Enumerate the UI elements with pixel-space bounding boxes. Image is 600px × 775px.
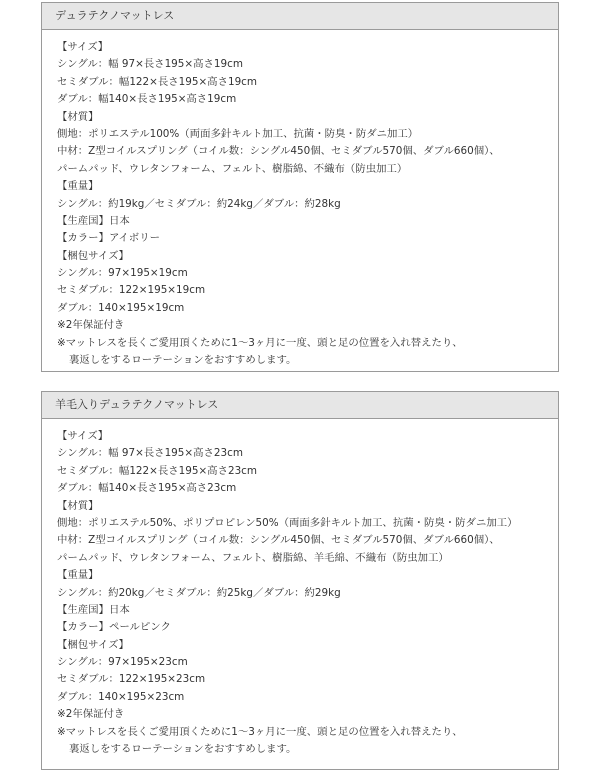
spec-line: シングル：約19kg／セミダブル：約24kg／ダブル：約28kg [57, 197, 341, 210]
spec-line: 中材：Z型コイルスプリング（コイル数：シングル450個、セミダブル570個、ダブル660個）、 [57, 534, 500, 547]
spec-line: 中材：Z型コイルスプリング（コイル数：シングル450個、セミダブル570個、ダブル660個）、 [57, 145, 500, 158]
spec-line: 【梱包サイズ】 [57, 638, 129, 651]
spec-line: パームパッド、ウレタンフォーム、フェルト、樹脂綿、不織布（防虫加工） [57, 162, 408, 175]
spec-line: シングル：97×195×19cm [57, 267, 188, 280]
spec-line: セミダブル：幅122×長さ195×高さ23cm [57, 464, 258, 477]
spec-line: 【材質】 [57, 110, 99, 123]
spec-line: シングル：約20kg／セミダブル：約25kg／ダブル：約29kg [57, 586, 341, 599]
spec-line: シングル：幅 97×長さ195×高さ23cm [57, 447, 243, 460]
spec-line: シングル：97×195×23cm [57, 656, 188, 669]
spec-line: 【梱包サイズ】 [57, 249, 129, 262]
spec-box-body [42, 30, 558, 369]
spec-line: ダブル：140×195×23cm [57, 690, 185, 703]
spec-line: ダブル：140×195×19cm [57, 301, 185, 314]
spec-line: ※マットレスを長くご愛用頂くために1〜3ヶ月に一度、頭と足の位置を入れ替えたり、 [57, 725, 463, 738]
spec-box-wool-dura-techno [41, 391, 559, 770]
spec-line: 裏返しをするローテーションをおすすめします。 [69, 743, 297, 756]
spec-box-title: デュラテクノマットレス [42, 3, 558, 30]
spec-line: ダブル：幅140×長さ195×高さ19cm [57, 93, 237, 106]
spec-box-title: 羊毛入りデュラテクノマットレス [42, 392, 558, 419]
spec-line: 裏返しをするローテーションをおすすめします。 [69, 354, 297, 367]
spec-line: 側地：ポリエステル50%、ポリプロピレン50%（両面多針キルト加工、抗菌・防臭・防ダニ加工） [57, 516, 518, 529]
spec-line: 【サイズ】 [57, 41, 109, 53]
spec-line: 側地：ポリエステル100%（両面多針キルト加工、抗菌・防臭・防ダニ加工） [57, 127, 419, 140]
spec-line: セミダブル：122×195×23cm [57, 673, 206, 686]
spec-line: 【カラー】ペールピンク [57, 621, 171, 634]
spec-line: セミダブル：122×195×19cm [57, 284, 206, 297]
spec-box-dura-techno [41, 2, 559, 372]
spec-box-body [42, 419, 558, 758]
spec-line: パームパッド、ウレタンフォーム、フェルト、樹脂綿、羊毛綿、不織布（防虫加工） [57, 551, 449, 564]
spec-line: 【生産国】日本 [57, 603, 130, 616]
spec-line: ※2年保証付き [57, 319, 125, 332]
spec-line: ※2年保証付き [57, 708, 125, 721]
spec-line: 【重量】 [57, 180, 99, 193]
spec-line: ※マットレスを長くご愛用頂くために1〜3ヶ月に一度、頭と足の位置を入れ替えたり、 [57, 336, 463, 349]
spec-line: ダブル：幅140×長さ195×高さ23cm [57, 482, 237, 495]
spec-line: セミダブル：幅122×長さ195×高さ19cm [57, 75, 258, 88]
spec-line: 【カラー】アイボリー [57, 232, 160, 245]
spec-line: 【材質】 [57, 499, 99, 512]
spec-line: 【重量】 [57, 569, 99, 582]
spec-line: 【生産国】日本 [57, 214, 130, 227]
spec-line: 【サイズ】 [57, 430, 109, 442]
spec-line: シングル：幅 97×長さ195×高さ19cm [57, 58, 243, 71]
